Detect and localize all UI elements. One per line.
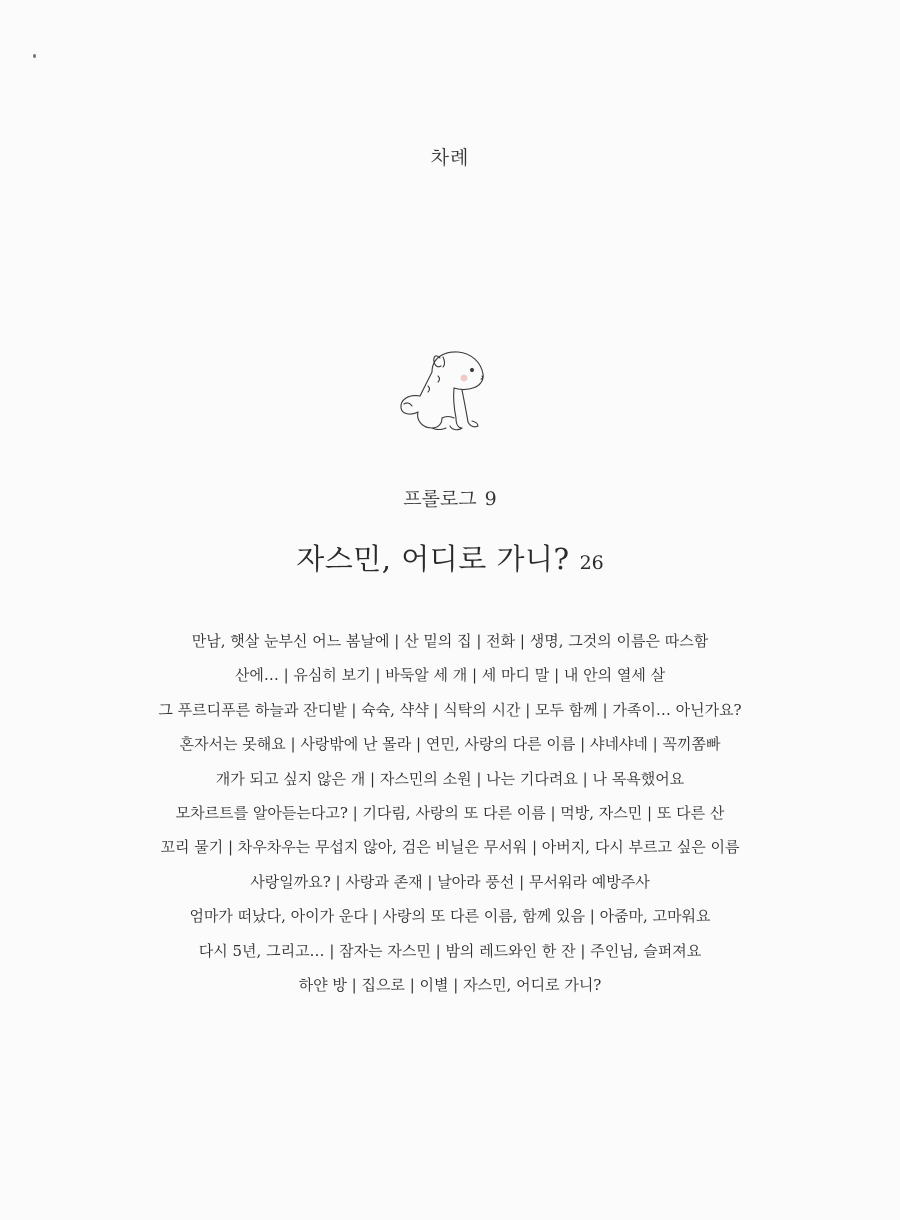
section-line: 엄마가 떠났다, 아이가 운다 | 사랑의 또 다른 이름, 함께 있음 | 아줌마, 고마워요 (189, 907, 711, 926)
section-line: 산에… | 유심히 보기 | 바둑알 세 개 | 세 마디 말 | 내 안의 열세 살 (234, 666, 666, 685)
section-list (0, 626, 900, 1004)
section-line: 혼자서는 못해요 | 사랑밖에 난 몰라 | 연민, 사랑의 다른 이름 | 샤네샤네 | 꼭끼쫌빠 (179, 735, 721, 754)
section-line: 꼬리 물기 | 차우차우는 무섭지 않아, 검은 비닐은 무서워 | 아버지, 다시 부르고 싶은 이름 (160, 838, 740, 857)
prologue-page-number: 9 (484, 488, 497, 510)
section-line: 만남, 햇살 눈부신 어느 봄날에 | 산 밑의 집 | 전화 | 생명, 그것의 이름은 따스함 (191, 632, 709, 650)
puppy-sketch-icon (388, 346, 488, 436)
prologue-entry (0, 484, 900, 511)
toc-heading: 차례 (430, 147, 470, 169)
chapter-page-number: 26 (579, 552, 604, 574)
section-line: 다시 5년, 그리고… | 잠자는 자스민 | 밤의 레드와인 한 잔 | 주인님, 슬퍼져요 (198, 941, 702, 960)
section-line: 하얀 방 | 집으로 | 이별 | 자스민, 어디로 가니? (298, 975, 602, 994)
prologue-title: 프롤로그 (403, 488, 477, 510)
section-line: 그 푸르디푸른 하늘과 잔디밭 | 슉슉, 샥샥 | 식탁의 시간 | 모두 함께 | 가족이… 아닌가요? (158, 700, 742, 719)
chapter-entry (0, 537, 900, 578)
chapter-title: 자스민, 어디로 가니? (296, 542, 570, 576)
section-line: 개가 되고 싶지 않은 개 | 자스민의 소원 | 나는 기다려요 | 나 목욕했어요 (215, 769, 685, 788)
scan-speck (33, 54, 36, 58)
section-line: 모차르트를 알아듣는다고? | 기다림, 사랑의 또 다른 이름 | 먹방, 자스민 | 또 다른 산 (175, 803, 725, 822)
section-line: 사랑일까요? | 사랑과 존재 | 날아라 풍선 | 무서워라 예방주사 (250, 872, 650, 891)
